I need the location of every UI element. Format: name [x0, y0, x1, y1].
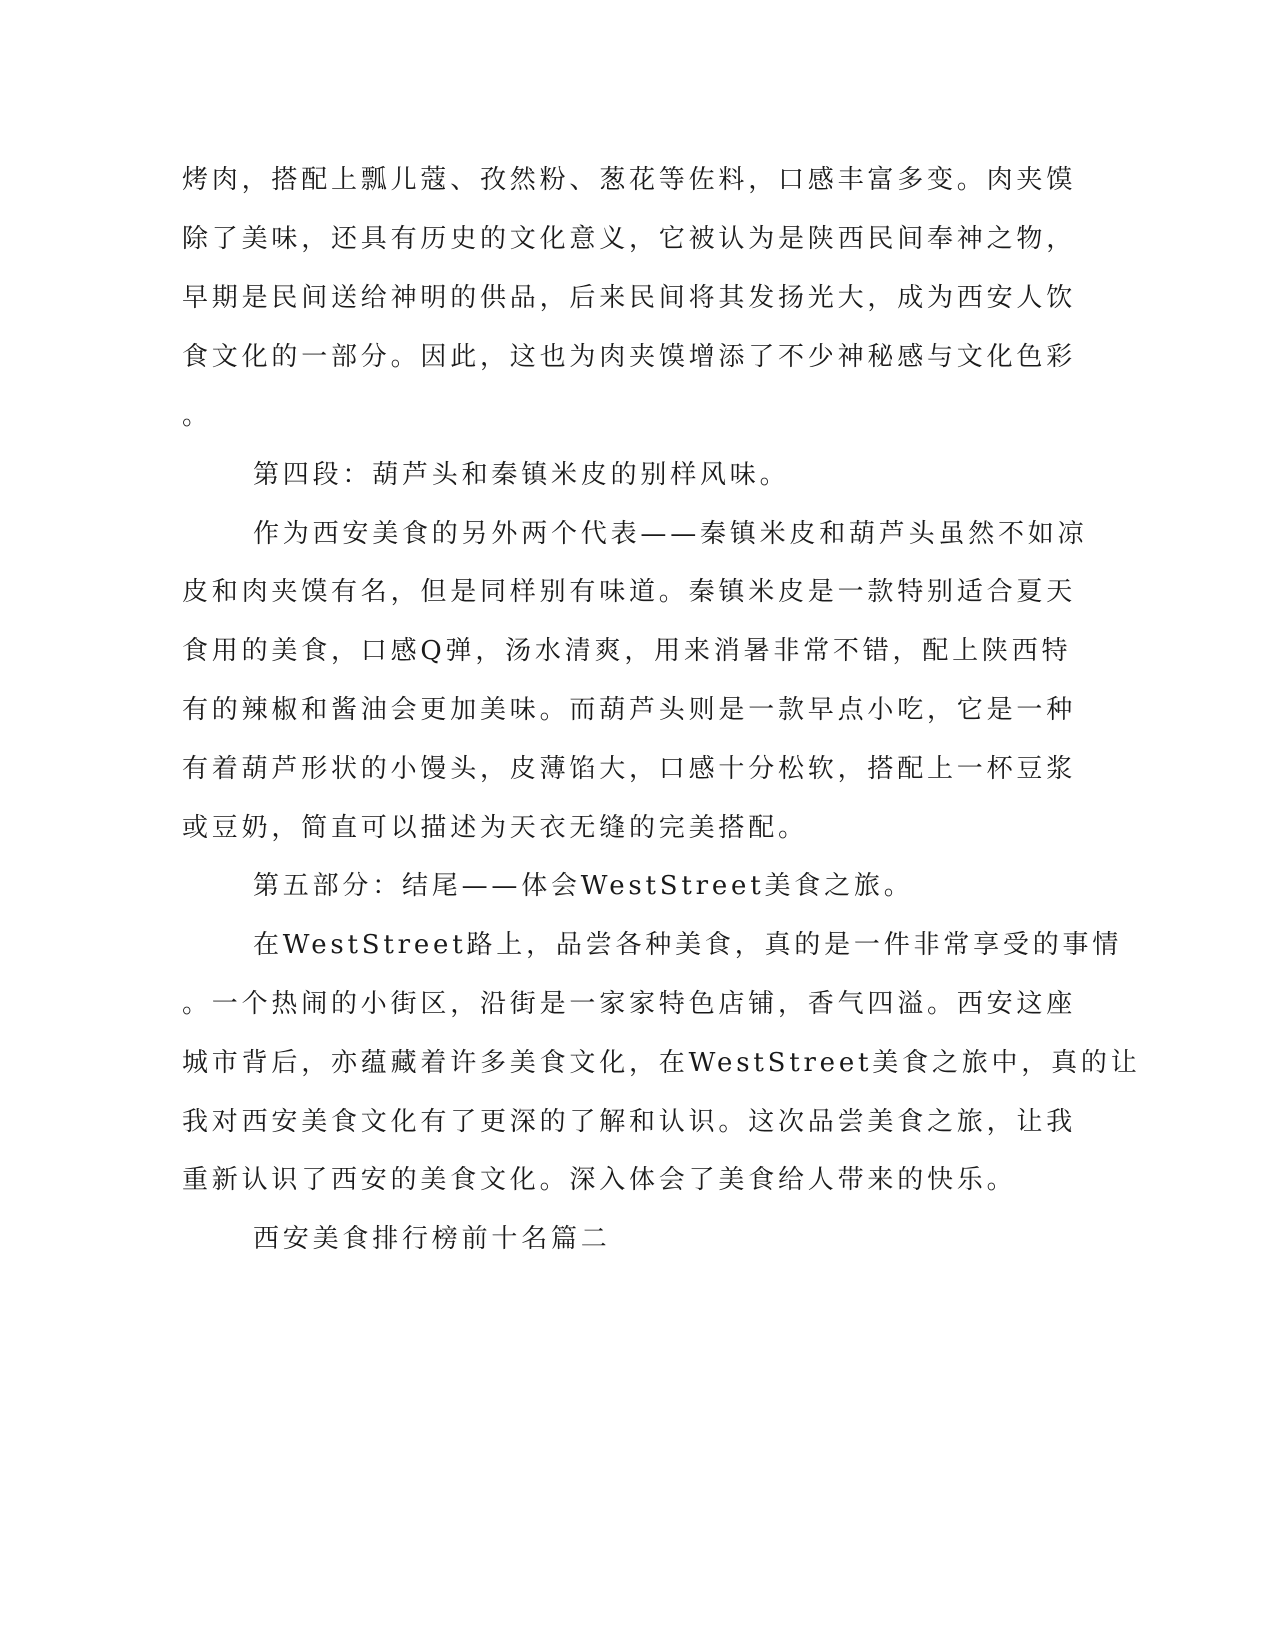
text-line: 城市背后，亦蕴藏着许多美食文化，在WestStreet美食之旅中，真的让 [182, 1048, 1141, 1078]
text-line: 食用的美食，口感Q弹，汤水清爽，用来消暑非常不错，配上陕西特 [182, 636, 1072, 666]
text-line: 重新认识了西安的美食文化。深入体会了美食给人带来的快乐。 [182, 1165, 1017, 1195]
text-line: 有的辣椒和酱油会更加美味。而葫芦头则是一款早点小吃，它是一种 [182, 695, 1077, 725]
text-line: 。 [182, 401, 212, 431]
text-line: 烤肉，搭配上瓢儿蔻、孜然粉、葱花等佐料，口感丰富多变。肉夹馍 [182, 165, 1077, 195]
text-line: 皮和肉夹馍有名，但是同样别有味道。秦镇米皮是一款特别适合夏天 [182, 577, 1077, 607]
text-line: 食文化的一部分。因此，这也为肉夹馍增添了不少神秘感与文化色彩 [182, 342, 1077, 372]
text-line: 我对西安美食文化有了更深的了解和认识。这次品尝美食之旅，让我 [182, 1107, 1077, 1137]
text-line: 早期是民间送给神明的供品，后来民间将其发扬光大，成为西安人饮 [182, 283, 1077, 313]
text-line: 在WestStreet路上，品尝各种美食，真的是一件非常享受的事情 [253, 930, 1123, 960]
text-line: 或豆奶，简直可以描述为天衣无缝的完美搭配。 [182, 813, 808, 843]
text-line: 作为西安美食的另外两个代表——秦镇米皮和葫芦头虽然不如凉 [253, 519, 1088, 549]
section-heading: 第四段：葫芦头和秦镇米皮的别样风味。 [253, 460, 790, 490]
text-line: 。一个热闹的小街区，沿街是一家家特色店铺，香气四溢。西安这座 [182, 989, 1077, 1019]
section-heading: 第五部分：结尾——体会WestStreet美食之旅。 [253, 871, 914, 901]
section-heading: 西安美食排行榜前十名篇二 [253, 1224, 611, 1254]
text-line: 除了美味，还具有历史的文化意义，它被认为是陕西民间奉神之物， [182, 224, 1077, 254]
text-line: 有着葫芦形状的小馒头，皮薄馅大，口感十分松软，搭配上一杯豆浆 [182, 754, 1077, 784]
